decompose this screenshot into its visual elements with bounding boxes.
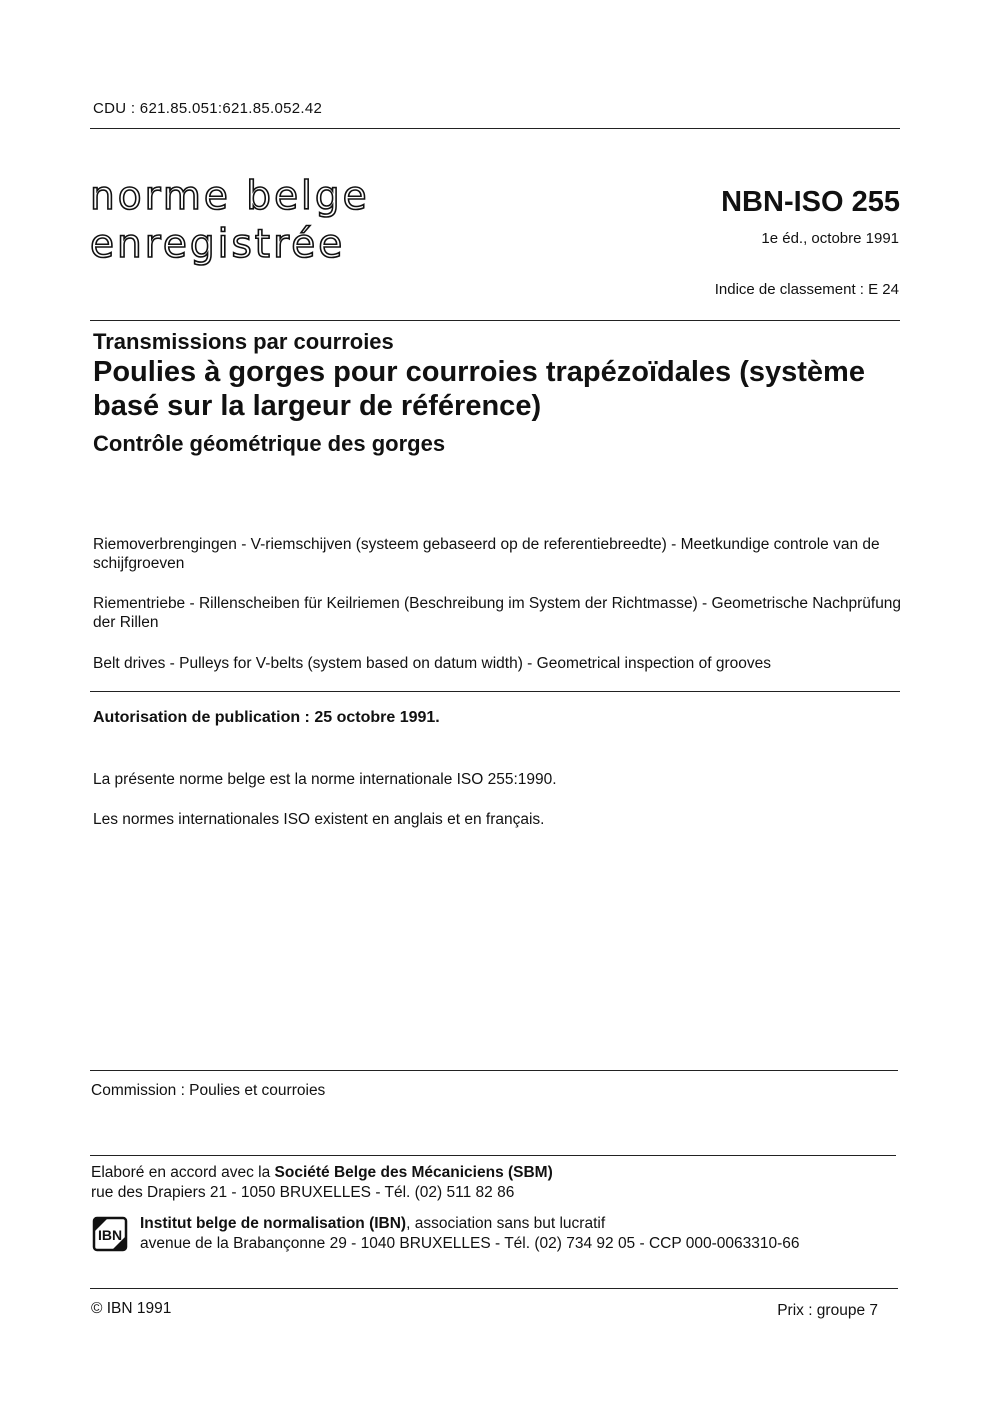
divider-title	[90, 320, 900, 321]
elaboration-prefix: Elaboré en accord avec la	[91, 1164, 271, 1181]
title-line-3: Contrôle géométrique des gorges	[93, 431, 446, 456]
elaboration-org: Société Belge des Mécaniciens (SBM)	[274, 1164, 553, 1181]
ibn-logo-text: IBN	[97, 1227, 123, 1243]
institute-suffix: , association sans but lucratif	[406, 1215, 606, 1232]
divider-commission	[90, 1070, 898, 1071]
brand-line-1: norme belge	[90, 174, 370, 219]
divider-footer	[90, 1288, 898, 1289]
authorisation-date: 25 octobre 1991.	[314, 709, 440, 726]
title-line-2: Poulies à gorges pour courroies trapézoïdales (système basé sur la largeur de référence)	[93, 356, 865, 422]
price-group: Prix : groupe 7	[777, 1302, 878, 1319]
elaboration-line	[91, 1163, 553, 1183]
cdu-classification: CDU : 621.85.051:621.85.052.42	[93, 100, 323, 117]
title-dutch: Riemoverbrengingen - V-riemschijven (systeem gebaseerd op de referentiebreedte) - Meetkundige controle van de schijfgroeven	[93, 536, 880, 572]
classification-index: Indice de classement : E 24	[714, 281, 899, 298]
title-german: Riementriebe - Rillenscheiben für Keilriemen (Beschreibung im System der Richtmasse) - Geometrische Nachprüfung der Rillen	[93, 595, 902, 631]
elaboration-block	[91, 1163, 553, 1203]
commission: Commission : Poulies et courroies	[91, 1082, 326, 1099]
body-paragraph-2: Les normes internationales ISO existent en anglais et en français.	[93, 811, 545, 828]
body-paragraph-1: La présente norme belge est la norme internationale ISO 255:1990.	[93, 771, 557, 788]
ibn-logo	[92, 1216, 128, 1252]
copyright: © IBN 1991	[91, 1300, 172, 1317]
edition: 1e éd., octobre 1991	[761, 230, 899, 247]
authorisation-label: Autorisation de publication :	[93, 709, 310, 726]
institute-block	[140, 1214, 799, 1254]
divider-elaboration	[90, 1155, 896, 1156]
divider-auth	[90, 691, 900, 692]
divider-top	[90, 128, 900, 129]
institute-name: Institut belge de normalisation (IBN)	[140, 1215, 407, 1232]
institute-address: avenue de la Brabançonne 29 - 1040 BRUXELLES - Tél. (02) 734 92 05 - CCP 000-0063310-66	[140, 1235, 800, 1252]
standard-number: NBN-ISO 255	[721, 186, 900, 218]
institute-line	[140, 1214, 799, 1234]
elaboration-address: rue des Drapiers 21 - 1050 BRUXELLES - Tél. (02) 511 82 86	[91, 1184, 515, 1201]
brand-line-2: enregistrée	[90, 222, 346, 267]
title-english: Belt drives - Pulleys for V-belts (system based on datum width) - Geometrical inspection of grooves	[93, 655, 771, 672]
title-line-1: Transmissions par courroies	[93, 329, 394, 354]
publication-authorisation	[93, 709, 440, 727]
